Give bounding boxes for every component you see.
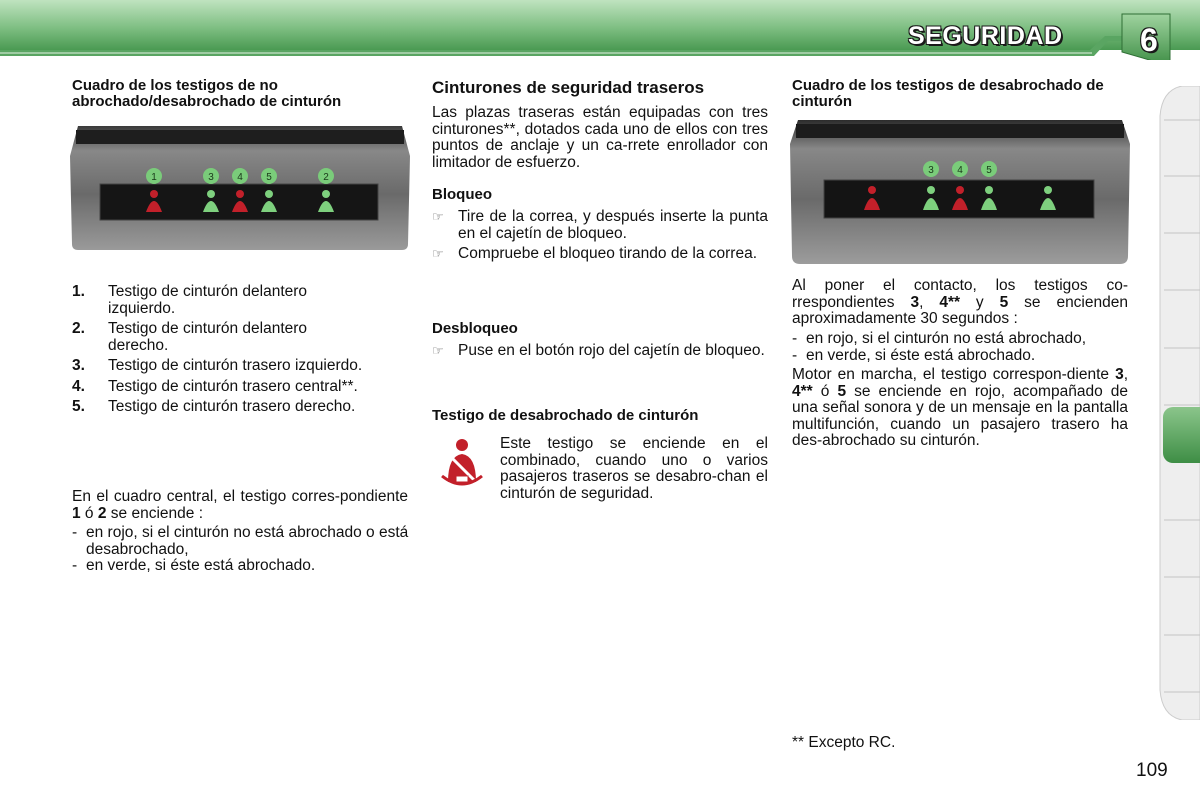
para1-sep-1: ,: [919, 293, 940, 311]
lock-heading: Bloqueo: [432, 186, 492, 203]
rear-lamp-3-label: 3: [928, 165, 934, 176]
lamp-3-label: 3: [208, 172, 214, 183]
pointing-hand-icon: ☞: [432, 343, 444, 358]
list-item: [72, 399, 412, 416]
pointing-hand-icon: ☞: [432, 209, 444, 224]
right-heading: Cuadro de los testigos de desabrochado de cinturón: [792, 77, 1104, 110]
list-item: [432, 246, 768, 263]
chapter-number: 6: [1140, 22, 1158, 58]
lamp-legend-list: [72, 284, 412, 420]
list-item: [432, 343, 768, 360]
rear-warning-panel: [790, 120, 1130, 269]
step-text: Puse en el botón rojo del cajetín de bloqueo.: [458, 342, 765, 359]
section-title: SEGURIDAD: [908, 22, 1063, 50]
list-item: [72, 379, 412, 396]
para2-text-a: Motor en marcha, el testigo correspon-diente: [792, 366, 1116, 383]
engine-running-paragraph: [792, 367, 1128, 450]
seatbelt-warning-icon: [434, 436, 490, 492]
ignition-paragraph: [792, 278, 1128, 328]
item-number: 1.: [72, 283, 85, 300]
para2-sep-1: ,: [1123, 366, 1128, 383]
list-item: [432, 209, 768, 242]
item-number: 4.: [72, 377, 85, 395]
list-item: [72, 321, 412, 354]
dash-marker: -: [792, 330, 798, 347]
intro-text-c: ó: [80, 504, 98, 522]
rear-lamp-5-label: 5: [986, 165, 992, 176]
bullet-text: en rojo, si el cinturón no está abrochado,: [806, 330, 1087, 347]
list-item: [72, 284, 412, 317]
lamp-2-label: 2: [323, 172, 329, 183]
intro-text-a: En el cuadro central, el testigo corres-pondiente: [72, 488, 408, 505]
para2-lamp-3: 3: [1115, 366, 1124, 383]
list-item: [72, 558, 412, 575]
footnote: ** Excepto RC.: [792, 734, 896, 751]
list-item: [72, 525, 412, 558]
step-text: Tire de la correa, y después inserte la punta en el cajetín de bloqueo.: [458, 208, 768, 242]
central-panel-intro: [72, 489, 408, 522]
list-item: [792, 331, 1132, 348]
item-number: 5.: [72, 398, 85, 415]
rear-warning-panel-graphic: [790, 120, 1130, 264]
warning-heading: Testigo de desabrochado de cinturón: [432, 407, 699, 424]
left-heading: Cuadro de los testigos de no abrochado/desabrochado de cinturón: [72, 77, 342, 110]
para1-text-b: se encienden aproximadamente 30 segundos :: [792, 293, 1128, 327]
rear-belts-heading: Cinturones de seguridad traseros: [432, 78, 705, 97]
item-text: Testigo de cinturón trasero izquierdo.: [108, 357, 363, 374]
front-warning-panel: [70, 126, 410, 255]
right-color-bullets: [792, 331, 1132, 364]
bullet-text: en verde, si éste está abrochado.: [86, 557, 316, 574]
seatbelt-warning-graphic: [434, 436, 490, 492]
para2-lamp-5: 5: [837, 382, 847, 400]
bullet-text: en rojo, si el cinturón no está abrochado o está desabrochado,: [86, 524, 409, 558]
para1-lamp-3: 3: [910, 293, 920, 311]
bullet-text: en verde, si éste está abrochado.: [806, 346, 1036, 364]
lamp-1-label: 1: [151, 172, 157, 183]
chapter-tab-active[interactable]: [1163, 407, 1200, 463]
list-item: [72, 358, 412, 375]
item-number: 3.: [72, 357, 85, 374]
item-text: Testigo de cinturón delantero izquierdo.: [108, 283, 308, 317]
list-item: [792, 348, 1132, 365]
item-number: 2.: [72, 320, 85, 337]
dash-marker: -: [792, 346, 798, 364]
para1-sep-2: y: [960, 293, 1000, 311]
intro-lamp-2: 2: [97, 504, 107, 522]
item-text: Testigo de cinturón delantero derecho.: [108, 320, 308, 354]
dash-marker: -: [72, 557, 78, 574]
warning-text: Este testigo se enciende en el combinado, cuando uno o varios pasajeros traseros se desabro-chan el cinturón de seguridad.: [500, 435, 768, 502]
rear-belts-intro: Las plazas traseras están equipadas con tres cinturones**, dotados cada uno de ellos con tres puntos de anclaje y un ca-rrete enrollador con limitador de esfuerzo.: [432, 104, 768, 171]
pointing-hand-icon: ☞: [432, 246, 444, 261]
front-warning-panel-graphic: [70, 126, 410, 250]
intro-lamp-1: 1: [72, 504, 81, 522]
chapter-sidebar-graphic: [1158, 86, 1200, 720]
lamp-5-label: 5: [266, 172, 272, 183]
para2-lamp-4: 4**: [792, 382, 813, 400]
unlock-steps: [432, 343, 768, 364]
lamp-4-label: 4: [237, 172, 243, 183]
unlock-heading: Desbloqueo: [432, 320, 518, 337]
rear-lamp-4-label: 4: [957, 165, 963, 176]
para2-text-b: se enciende en rojo, acompañado de una señal sonora y de un mensaje en la pantalla multifunción, cuando un pasajero trasero ha des-abrochado su cinturón.: [792, 382, 1128, 449]
intro-text-d: se enciende :: [106, 504, 203, 522]
lock-steps: [432, 209, 768, 267]
item-text: Testigo de cinturón trasero central**.: [108, 377, 358, 395]
left-color-bullets: [72, 525, 412, 575]
item-text: Testigo de cinturón trasero derecho.: [108, 398, 356, 415]
para1-lamp-4: 4**: [939, 293, 961, 311]
para1-text-a: Al poner el contacto, los testigos co-rrespondientes: [792, 277, 1128, 311]
step-text: Compruebe el bloqueo tirando de la correa.: [458, 245, 757, 262]
para2-sep-2: ó: [812, 382, 838, 400]
chapter-sidebar: [1158, 86, 1200, 720]
para1-lamp-5: 5: [999, 293, 1009, 311]
dash-marker: -: [72, 524, 78, 541]
page-number: 109: [1136, 760, 1168, 781]
